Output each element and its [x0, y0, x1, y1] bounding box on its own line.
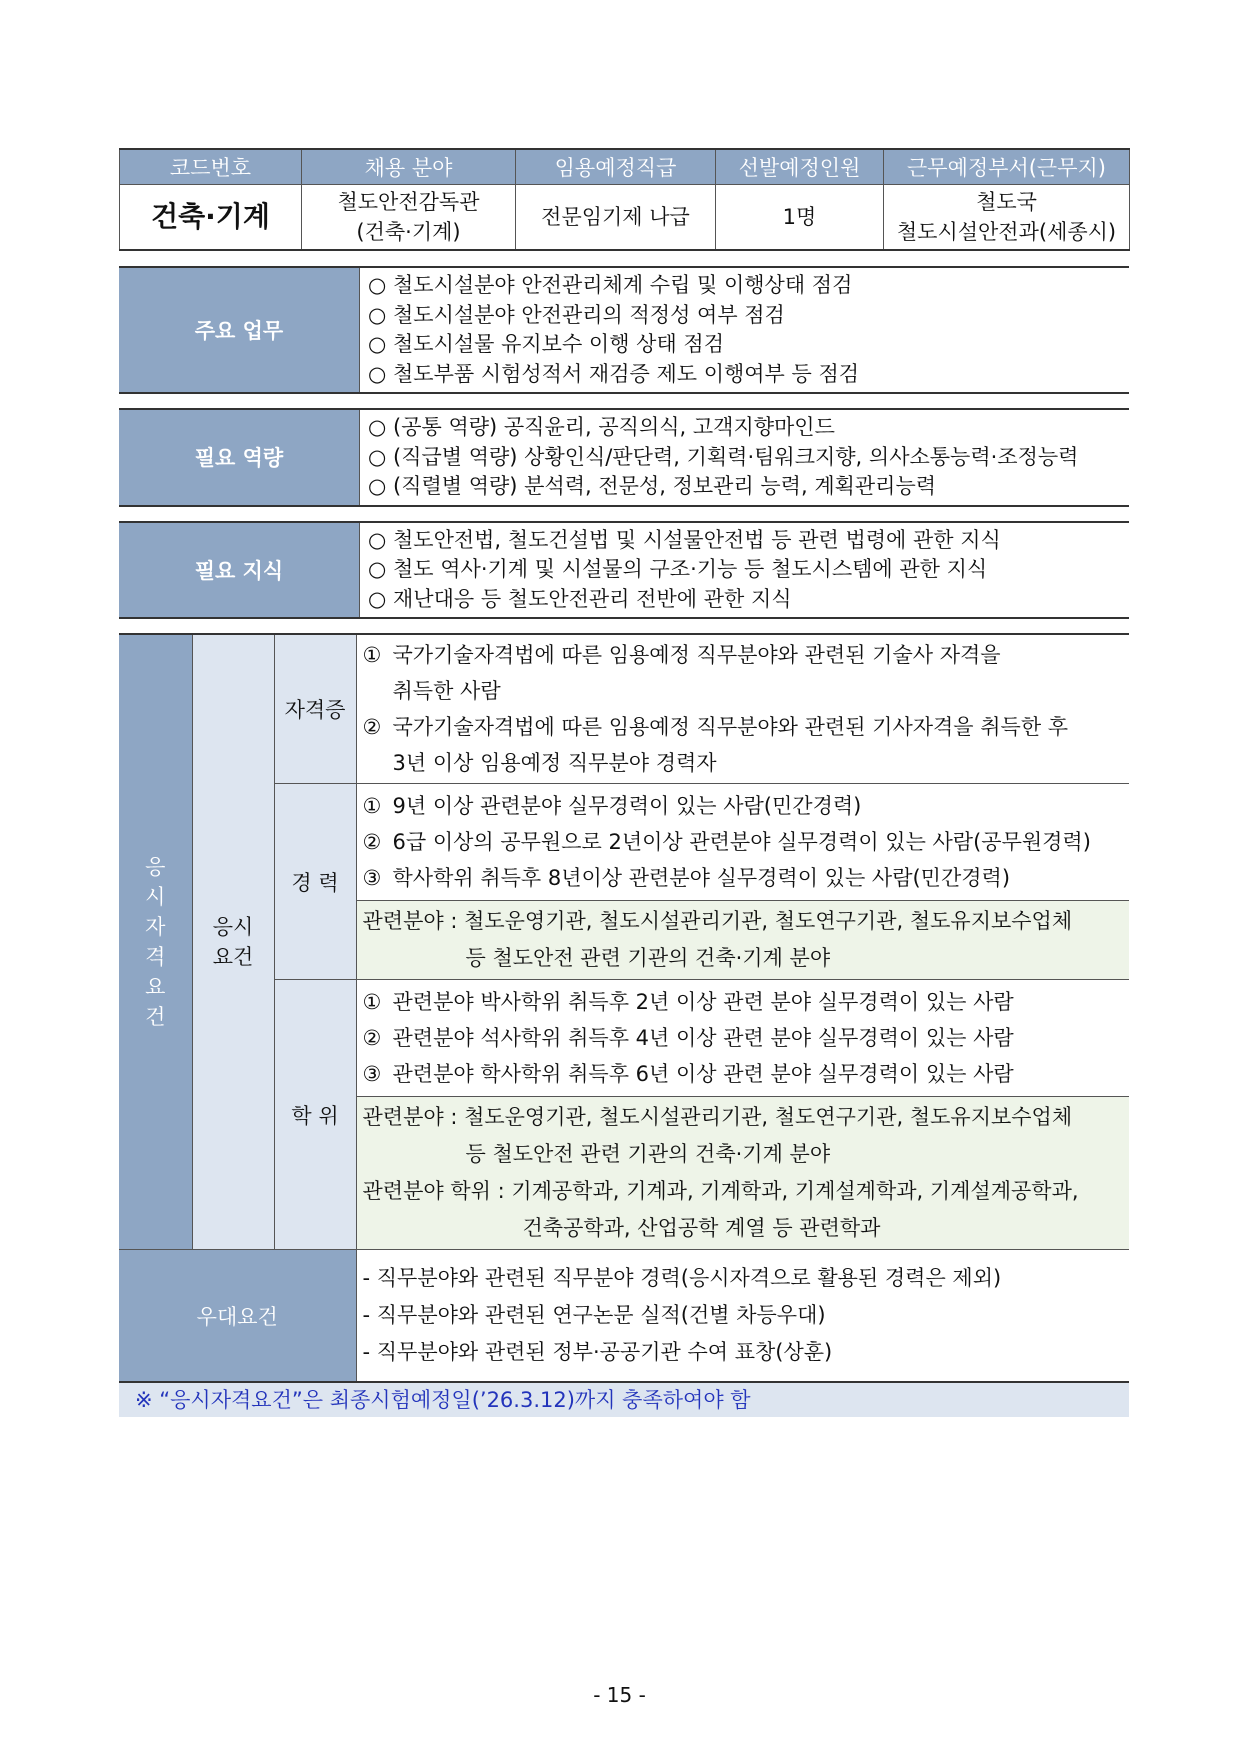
degree-item	[363, 984, 1124, 1020]
qualifications-table	[119, 633, 1129, 1383]
sub-label-line: 응시	[212, 915, 254, 939]
preference-item: - 직무분야와 관련된 연구논문 실적(건별 차등우대)	[362, 1303, 826, 1327]
item-number: ②	[362, 1026, 382, 1050]
grade-value: 전문임기제 나급	[516, 185, 716, 251]
duties-label: 주요 업무	[119, 267, 360, 393]
cert-item	[363, 709, 1124, 745]
item-number: ②	[362, 715, 382, 739]
item-number: ③	[362, 866, 382, 890]
qualification-note: ※ “응시자격요건”은 최종시험예정일(’26.3.12)까지 충족하여야 함	[119, 1383, 1129, 1417]
competency-item: ○ (직렬별 역량) 분석력, 전문성, 정보관리 능력, 계획관리능력	[368, 474, 937, 498]
degree-content	[356, 980, 1129, 1097]
career-item	[363, 824, 1124, 860]
degree-label: 학 위	[274, 980, 356, 1250]
application-requirements-label	[192, 634, 274, 1250]
qualification-requirements-label	[119, 634, 192, 1250]
related-line: 관련분야 : 철도운영기관, 철도시설관리기관, 철도연구기관, 철도유지보수업체	[362, 909, 1073, 933]
col-dept: 근무예정부서(근무지)	[884, 149, 1130, 185]
cert-label: 자격증	[274, 634, 356, 784]
knowledge-item: ○ 철도안전법, 철도건설법 및 시설물안전법 등 관련 법령에 관한 지식	[368, 527, 1001, 552]
preference-content	[356, 1250, 1129, 1383]
item-text: 관련분야 석사학위 취득후 4년 이상 관련 분야 실무경력이 있는 사람	[392, 1026, 1014, 1050]
career-item	[363, 788, 1124, 824]
item-text: 6급 이상의 공무원으로 2년이상 관련분야 실무경력이 있는 사람(공무원경력)	[392, 830, 1091, 854]
col-field: 채용 분야	[302, 149, 516, 185]
vertical-char: 요	[145, 975, 166, 999]
dept-line2: 철도시설안전과(세종시)	[896, 220, 1117, 244]
competency-content	[360, 409, 1130, 506]
item-text: 국가기술자격법에 따른 임용예정 직무분야와 관련된 기술사 자격을	[392, 643, 1001, 667]
competency-item: ○ (공통 역량) 공직윤리, 공직의식, 고객지향마인드	[368, 415, 835, 439]
item-number: ②	[362, 830, 382, 854]
col-grade: 임용예정직급	[516, 149, 716, 185]
item-text: 관련분야 박사학위 취득후 2년 이상 관련 분야 실무경력이 있는 사람	[392, 990, 1014, 1014]
item-text: 학사학위 취득후 8년이상 관련분야 실무경력이 있는 사람(민간경력)	[392, 866, 1011, 890]
duties-content	[360, 267, 1130, 393]
degree-line: 관련분야 학위 : 기계공학과, 기계과, 기계학과, 기계설계학과, 기계설계공학과,	[362, 1179, 1079, 1203]
degree-item	[363, 1056, 1124, 1092]
recruitment-header-table	[119, 148, 1130, 251]
duty-item: ○ 철도시설분야 안전관리의 적정성 여부 점검	[368, 302, 785, 327]
related-line: 관련분야 : 철도운영기관, 철도시설관리기관, 철도연구기관, 철도유지보수업체	[362, 1105, 1073, 1129]
code-value: 건축·기계	[120, 185, 302, 251]
item-number: ①	[362, 990, 382, 1014]
field-value	[302, 185, 516, 251]
career-item	[363, 860, 1124, 896]
item-number: ①	[362, 643, 382, 667]
cert-content	[356, 634, 1129, 784]
field-line1: 철도안전감독관	[337, 190, 480, 214]
cert-item	[363, 637, 1124, 673]
vertical-char: 격	[145, 945, 166, 969]
knowledge-content	[360, 522, 1130, 619]
vertical-char: 응	[145, 855, 166, 879]
career-related-fields	[356, 901, 1129, 980]
vertical-char: 건	[145, 1005, 166, 1029]
field-line2: (건축·기계)	[356, 220, 461, 244]
degree-line: 건축공학과, 산업공학 계열 등 관련학과	[522, 1216, 881, 1240]
item-text-cont: 3년 이상 임용예정 직무분야 경력자	[392, 751, 717, 775]
knowledge-item: ○ 철도 역사·기계 및 시설물의 구조·기능 등 철도시스템에 관한 지식	[368, 557, 988, 581]
knowledge-item: ○ 재난대응 등 철도안전관리 전반에 관한 지식	[368, 586, 792, 611]
col-count: 선발예정인원	[716, 149, 884, 185]
dept-value	[884, 185, 1130, 251]
vertical-char: 시	[145, 885, 166, 909]
knowledge-table	[119, 521, 1129, 620]
degree-item	[363, 1020, 1124, 1056]
career-label: 경 력	[274, 784, 356, 980]
page-number: - 15 -	[593, 1683, 646, 1707]
dept-line1: 철도국	[976, 190, 1037, 214]
document-page	[119, 148, 1129, 1417]
duties-table	[119, 266, 1129, 394]
vertical-char: 자	[145, 915, 166, 939]
preference-label: 우대요건	[119, 1250, 356, 1383]
duty-item: ○ 철도시설물 유지보수 이행 상태 점검	[368, 332, 724, 356]
duty-item: ○ 철도부품 시험성적서 재검증 제도 이행여부 등 점검	[368, 361, 860, 386]
knowledge-label: 필요 지식	[119, 522, 360, 619]
degree-related-fields	[356, 1097, 1129, 1250]
related-line: 등 철도안전 관련 기관의 건축·기계 분야	[465, 1142, 831, 1166]
related-line: 등 철도안전 관련 기관의 건축·기계 분야	[465, 946, 831, 970]
competency-item: ○ (직급별 역량) 상황인식/판단력, 기획력·팀워크지향, 의사소통능력·조정능력	[368, 444, 1079, 469]
item-number: ①	[362, 794, 382, 818]
sub-label-line: 요건	[212, 945, 254, 969]
item-text: 9년 이상 관련분야 실무경력이 있는 사람(민간경력)	[392, 794, 862, 818]
count-value: 1명	[716, 185, 884, 251]
competency-table	[119, 408, 1129, 507]
competency-label: 필요 역량	[119, 409, 360, 506]
preference-item: - 직무분야와 관련된 정부·공공기관 수여 표창(상훈)	[362, 1340, 833, 1364]
item-number: ③	[362, 1062, 382, 1086]
item-text: 국가기술자격법에 따른 임용예정 직무분야와 관련된 기사자격을 취득한 후	[392, 715, 1069, 739]
item-text-cont: 취득한 사람	[392, 679, 501, 703]
preference-item: - 직무분야와 관련된 직무분야 경력(응시자격으로 활용된 경력은 제외)	[362, 1266, 1002, 1290]
duty-item: ○ 철도시설분야 안전관리체계 수립 및 이행상태 점검	[368, 273, 853, 297]
career-content	[356, 784, 1129, 901]
col-code: 코드번호	[120, 149, 302, 185]
item-text: 관련분야 학사학위 취득후 6년 이상 관련 분야 실무경력이 있는 사람	[392, 1062, 1014, 1086]
